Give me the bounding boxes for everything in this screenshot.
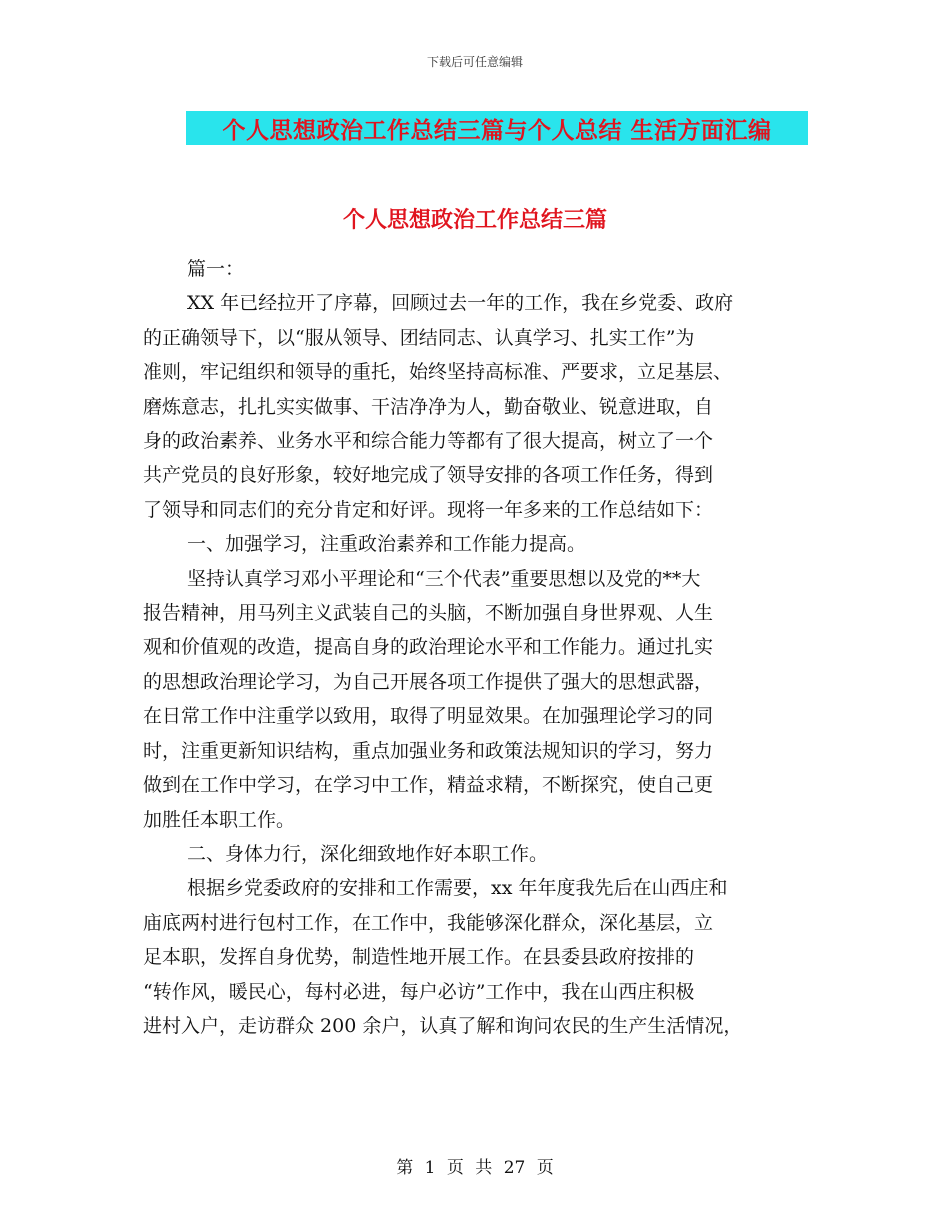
paragraph-line: 身的政治素养、业务水平和综合能力等都有了很大提高，树立了一个 (143, 430, 714, 453)
paragraph-line: 坚持认真学习邓小平理论和“三个代表”重要思想以及党的**大 (187, 567, 701, 590)
paragraph-line: 根据乡党委政府的安排和工作需要，xx 年年度我先后在山西庄和 (187, 877, 728, 900)
paragraph-line: “转作风，暖民心，每村必进，每户必访”工作中，我在山西庄积极 (143, 980, 695, 1003)
page-footer: 第 1 页 共 27 页 (396, 1158, 554, 1178)
main-title-highlight (186, 111, 808, 145)
paragraph-line: 观和价值观的改造，提高自身的政治理论水平和工作能力。通过扎实 (143, 636, 714, 659)
paragraph-line: 篇一： (187, 258, 245, 280)
paragraph-line: 的思想政治理论学习，为自己开展各项工作提供了强大的思想武器， (143, 670, 714, 693)
paragraph-line: 时，注重更新知识结构，重点加强业务和政策法规知识的学习，努力 (143, 739, 714, 762)
section-heading: 一、加强学习，注重政治素养和工作能力提高。 (187, 533, 587, 556)
paragraph-line: 了领导和同志们的充分肯定和好评。现将一年多来的工作总结如下： (143, 498, 714, 521)
paragraph-line: 准则，牢记组织和领导的重托，始终坚持高标准、严要求，立足基层、 (143, 361, 733, 384)
paragraph-line: 庙底两村进行包村工作，在工作中，我能够深化群众，深化基层，立 (143, 911, 714, 934)
section-heading: 二、身体力行，深化细致地作好本职工作。 (187, 842, 549, 865)
sub-title: 个人思想政治工作总结三篇 (342, 208, 607, 233)
paragraph-line: 的正确领导下，以“服从领导、团结同志、认真学习、扎实工作”为 (143, 326, 695, 349)
main-title: 个人思想政治工作总结三篇与个人总结 生活方面汇编 (222, 117, 772, 144)
document-body (143, 252, 803, 1043)
paragraph-line: 在日常工作中注重学以致用，取得了明显效果。在加强理论学习的同 (143, 705, 714, 728)
paragraph-line: 报告精神，用马列主义武装自己的头脑，不断加强自身世界观、人生 (143, 602, 714, 625)
paragraph-line: 磨炼意志，扎扎实实做事、干洁净净为人，勤奋敬业、锐意进取，自 (143, 395, 714, 418)
header-note: 下载后可任意编辑 (426, 55, 523, 69)
paragraph-line: 加胜任本职工作。 (143, 808, 296, 831)
paragraph-line: XX 年已经拉开了序幕，回顾过去一年的工作，我在乡党委、政府 (187, 292, 734, 315)
paragraph-line: 做到在工作中学习，在学习中工作，精益求精，不断探究，使自己更 (143, 774, 714, 797)
paragraph-line: 共产党员的良好形象，较好地完成了领导安排的各项工作任务，得到 (143, 464, 714, 487)
paragraph-line: 足本职，发挥自身优势，制造性地开展工作。在县委县政府按排的 (143, 946, 695, 969)
paragraph-line: 进村入户，走访群众 200 余户，认真了解和询问农民的生产生活情况， (143, 1014, 743, 1037)
